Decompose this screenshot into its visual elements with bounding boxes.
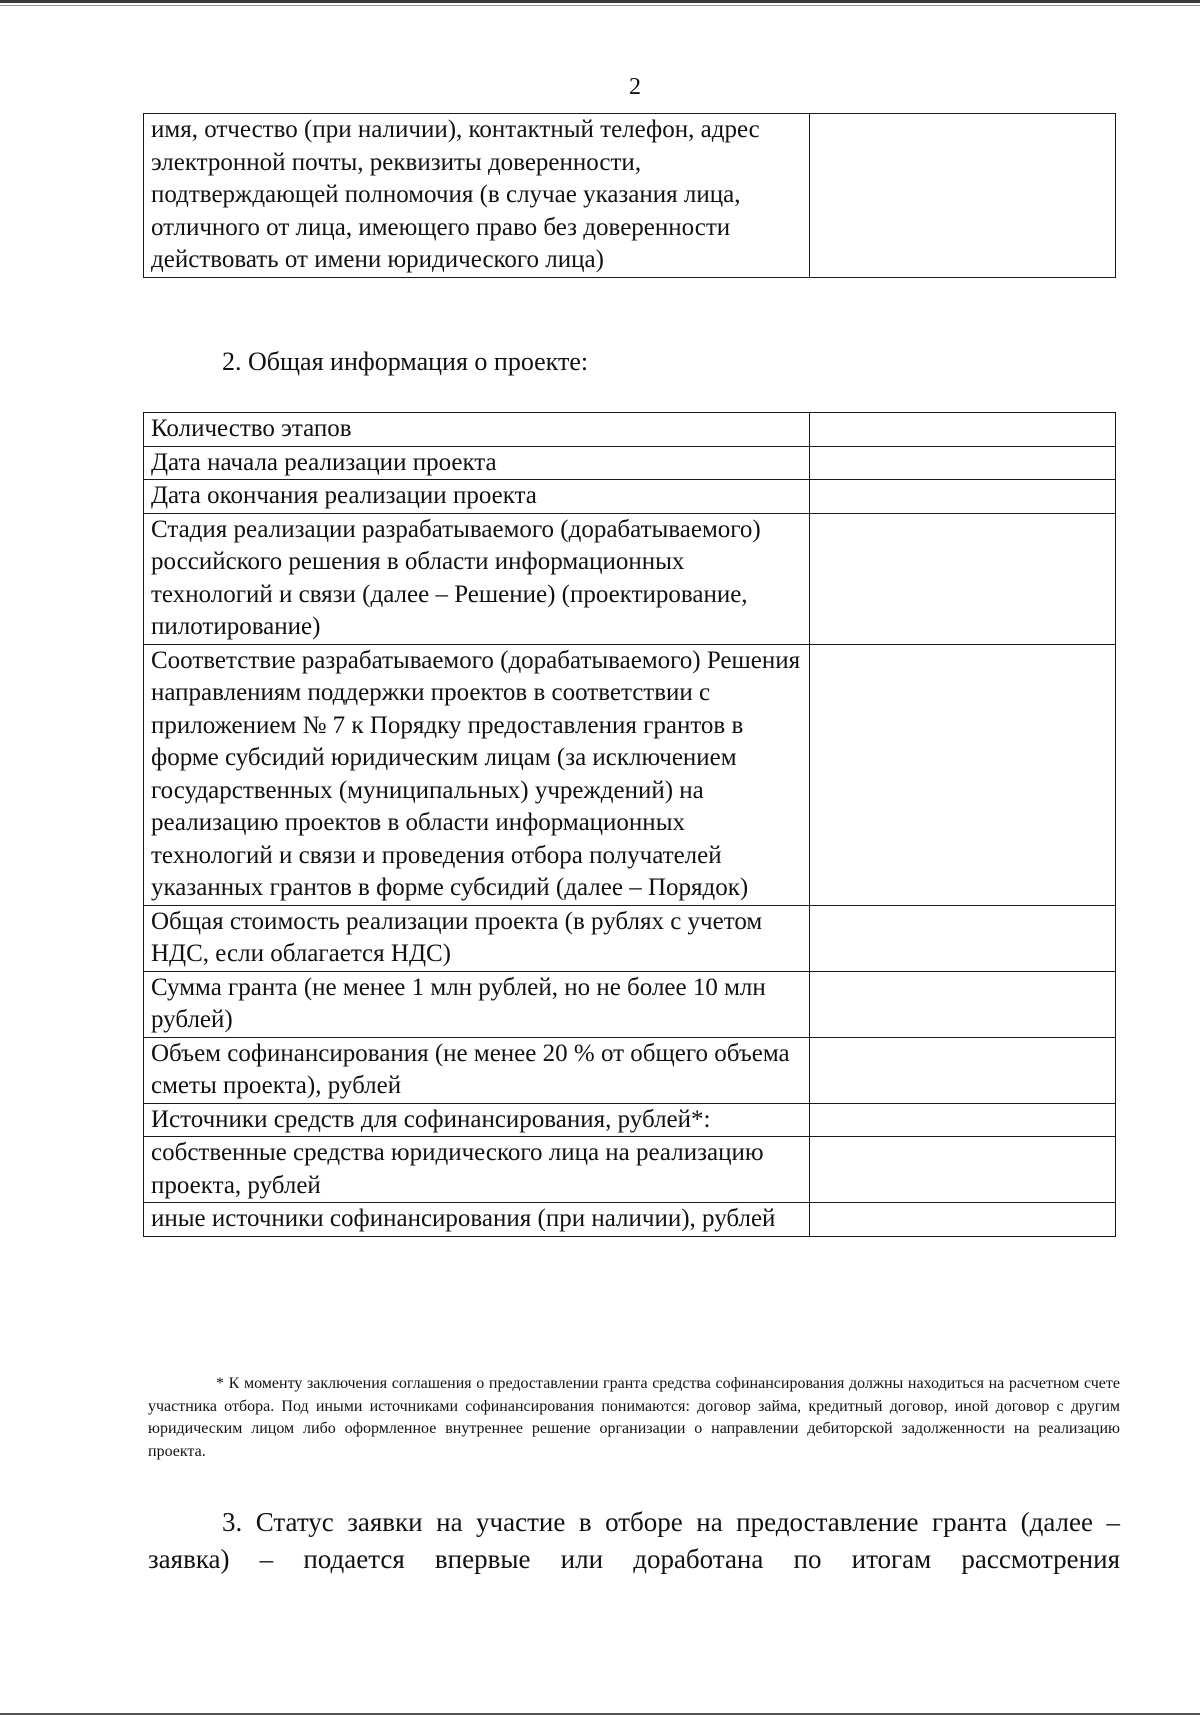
table-row [144,905,1116,971]
start-date-label: Дата начала реализации проекта [144,446,810,480]
project-info-table [143,412,1116,1237]
table-row [144,114,1116,278]
table-row [144,1037,1116,1103]
table-row [144,1203,1116,1237]
contact-details-value[interactable] [810,114,1116,278]
contact-table [143,113,1116,278]
table-row [144,644,1116,905]
support-direction-value[interactable] [810,644,1116,905]
table-row [144,413,1116,447]
table-row [144,1137,1116,1203]
other-sources-value[interactable] [810,1203,1116,1237]
end-date-value[interactable] [810,480,1116,514]
table-row [144,1103,1116,1137]
cofinancing-sources-value[interactable] [810,1103,1116,1137]
contact-details-label: имя, отчество (при наличии), контактный телефон, адрес электронной почты, реквизиты доверенности, подтверждающей полномочия (в случае указания лица, отличного от лица, имеющего право без доверенности действовать от имени юридического лица) [144,114,810,278]
scan-top-border-shadow [0,5,1200,6]
table-row [144,971,1116,1037]
cofinancing-volume-value[interactable] [810,1037,1116,1103]
section-2-heading: 2. Общая информация о проекте: [222,347,589,376]
page-number: 2 [629,74,641,100]
solution-stage-label: Стадия реализации разрабатываемого (дорабатываемого) российского решения в области информационных технологий и связи (далее – Решение) (проектирование, пилотирование) [144,513,810,644]
table-row [144,446,1116,480]
footnote: * К моменту заключения соглашения о предоставлении гранта средства софинансирования должны находиться на расчетном счете участника отбора. Под иными источниками софинансирования понимаются: договор займа, кредитный договор, иной договор с другим юридическим лицом либо оформленное внутреннее решение организации о направлении дебиторской задолженности на реализацию проекта. [148,1375,1120,1460]
scan-top-border [0,0,1200,3]
table-row [144,513,1116,644]
section-3-paragraph: 3. Статус заявки на участие в отборе на предоставление гранта (далее – заявка) – подается впервые или доработана по итогам рассмотрения [148,1507,1120,1574]
support-direction-label: Соответствие разрабатываемого (дорабатываемого) Решения направлениям поддержки проектов в соответствии с приложением № 7 к Порядку предоставления грантов в форме субсидий юридическим лицам (за исключением государственных (муниципальных) учреждений) на реализацию проектов в области информационных технологий и связи и проведения отбора получателей указанных грантов в форме субсидий (далее – Порядок) [144,644,810,905]
total-cost-label: Общая стоимость реализации проекта (в рублях с учетом НДС, если облагается НДС) [144,905,810,971]
own-funds-label: собственные средства юридического лица на реализацию проекта, рублей [144,1137,810,1203]
other-sources-label: иные источники софинансирования (при наличии), рублей [144,1203,810,1237]
start-date-value[interactable] [810,446,1116,480]
own-funds-value[interactable] [810,1137,1116,1203]
grant-amount-label: Сумма гранта (не менее 1 млн рублей, но не более 10 млн рублей) [144,971,810,1037]
cofinancing-sources-label: Источники средств для софинансирования, рублей*: [144,1103,810,1137]
total-cost-value[interactable] [810,905,1116,971]
table-row [144,480,1116,514]
grant-amount-value[interactable] [810,971,1116,1037]
solution-stage-value[interactable] [810,513,1116,644]
end-date-label: Дата окончания реализации проекта [144,480,810,514]
scan-bottom-border [0,1713,1200,1715]
stages-count-value[interactable] [810,413,1116,447]
stages-count-label: Количество этапов [144,413,810,447]
cofinancing-volume-label: Объем софинансирования (не менее 20 % от общего объема сметы проекта), рублей [144,1037,810,1103]
